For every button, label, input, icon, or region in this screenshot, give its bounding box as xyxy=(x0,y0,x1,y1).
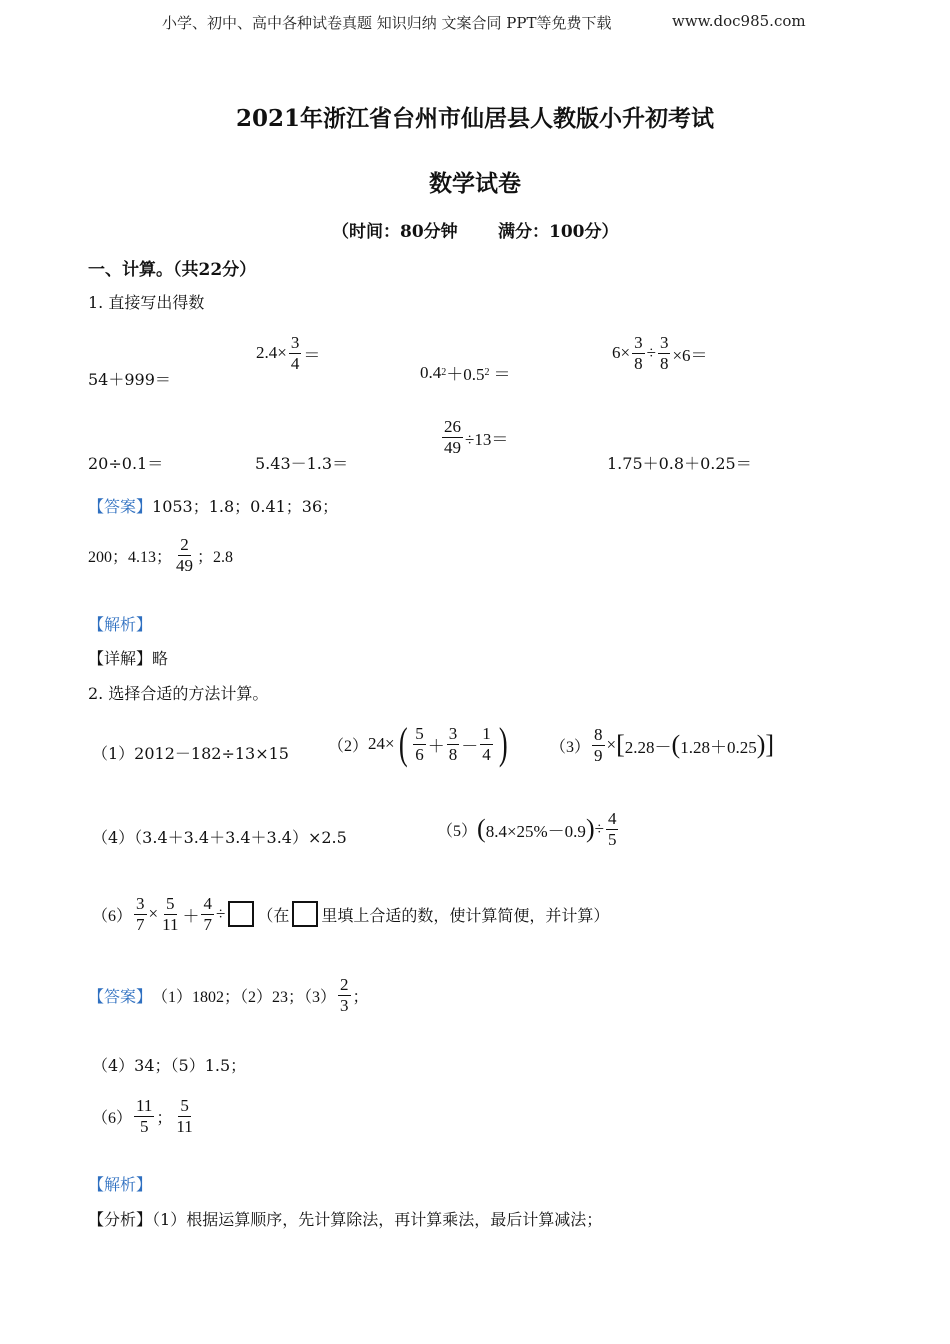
q1-expr-3: 0.4 2 ＋0.5 2 ＝ xyxy=(420,362,511,384)
score-info: 满分：100分） xyxy=(498,222,619,242)
analysis-tag: 【解析】 xyxy=(88,615,153,634)
header-url[interactable]: www.doc985.com xyxy=(672,12,806,30)
q2-answer-line3: （6） $\frac{11}{5}$ ； $\frac{5}{11}$ xyxy=(92,1096,193,1136)
answer-tag: 【答案】 xyxy=(88,497,153,516)
q1-expr-5: 20÷0.1＝ xyxy=(88,454,164,473)
q2-part-1: （1）2012－182÷13×15 xyxy=(92,744,289,763)
page-title: 2021年浙江省台州市仙居县人教版小升初考试 xyxy=(235,105,714,132)
q2-part-5: （5） ( 8.4×25%－0.9 ) ÷ $\frac{4}{5}$ xyxy=(437,809,617,849)
q1-answer: 【答案】1053；1.8；0.41；36； xyxy=(88,497,339,516)
q2-answer-line2: （4）34；（5）1.5； xyxy=(92,1056,247,1075)
q1-answer-line2: 200；4.13； $\frac{2}{49}$ ；2.8 xyxy=(88,535,234,575)
q1-expr-7: $\frac{26}{49}$ ÷13＝ xyxy=(444,417,509,457)
q1-expr-4: 6× $\frac{3}{8}$ ÷ $\frac{3}{8}$ ×6＝ xyxy=(612,333,708,373)
q2-answer: 【答案】 （1）1802；（2）23；（3） $\frac{2}{3}$ ； xyxy=(88,975,369,1015)
q1-expr-6: 5.43－1.3＝ xyxy=(255,454,349,473)
question-2-label: 2. 选择合适的方法计算。 xyxy=(88,684,269,703)
q1-expr-8: 1.75＋0.8＋0.25＝ xyxy=(607,454,752,473)
question-1-label: 1. 直接写出得数 xyxy=(88,293,205,312)
section-heading: 一、计算。（共22分） xyxy=(88,260,257,280)
page-subtitle: 数学试卷 xyxy=(429,170,521,197)
blank-box xyxy=(228,901,254,927)
q2-part-3: （3） $\frac{8}{9}$ × [ 2.28－ ( 1.28＋0.25 ) ] xyxy=(550,725,775,765)
time-info: （时间：80分钟 xyxy=(332,222,458,242)
q1-expr-2: 2.4× $\frac{3}{4}$ ＝ xyxy=(256,333,321,373)
header-text: 小学、初中、高中各种试卷真题 知识归纳 文案合同 PPT等免费下载 xyxy=(162,14,612,32)
q2-part-6: （6） $\frac{3}{7}$ × $\frac{5}{11}$ ＋ $\frac{4}{7}$ ÷ （在 里填上合适的数，使计算简便，并计算） xyxy=(92,894,610,934)
answer-tag: 【答案】 xyxy=(88,988,153,1006)
q1-detail: 【详解】略 xyxy=(88,649,169,668)
q2-analysis: 【分析】（1）根据运算顺序，先计算除法，再计算乘法，最后计算减法； xyxy=(88,1210,603,1229)
analysis-tag-2: 【解析】 xyxy=(88,1175,153,1194)
blank-box xyxy=(292,901,318,927)
q2-part-2: （2） 24× ( $\frac{5}{6}$ ＋ $\frac{3}{8}$ － $\frac{1}{4}$ ) xyxy=(328,719,508,768)
q1-expr-1: 54＋999＝ xyxy=(88,370,171,389)
q2-part-4: （4）（3.4＋3.4＋3.4＋3.4）×2.5 xyxy=(92,828,347,847)
